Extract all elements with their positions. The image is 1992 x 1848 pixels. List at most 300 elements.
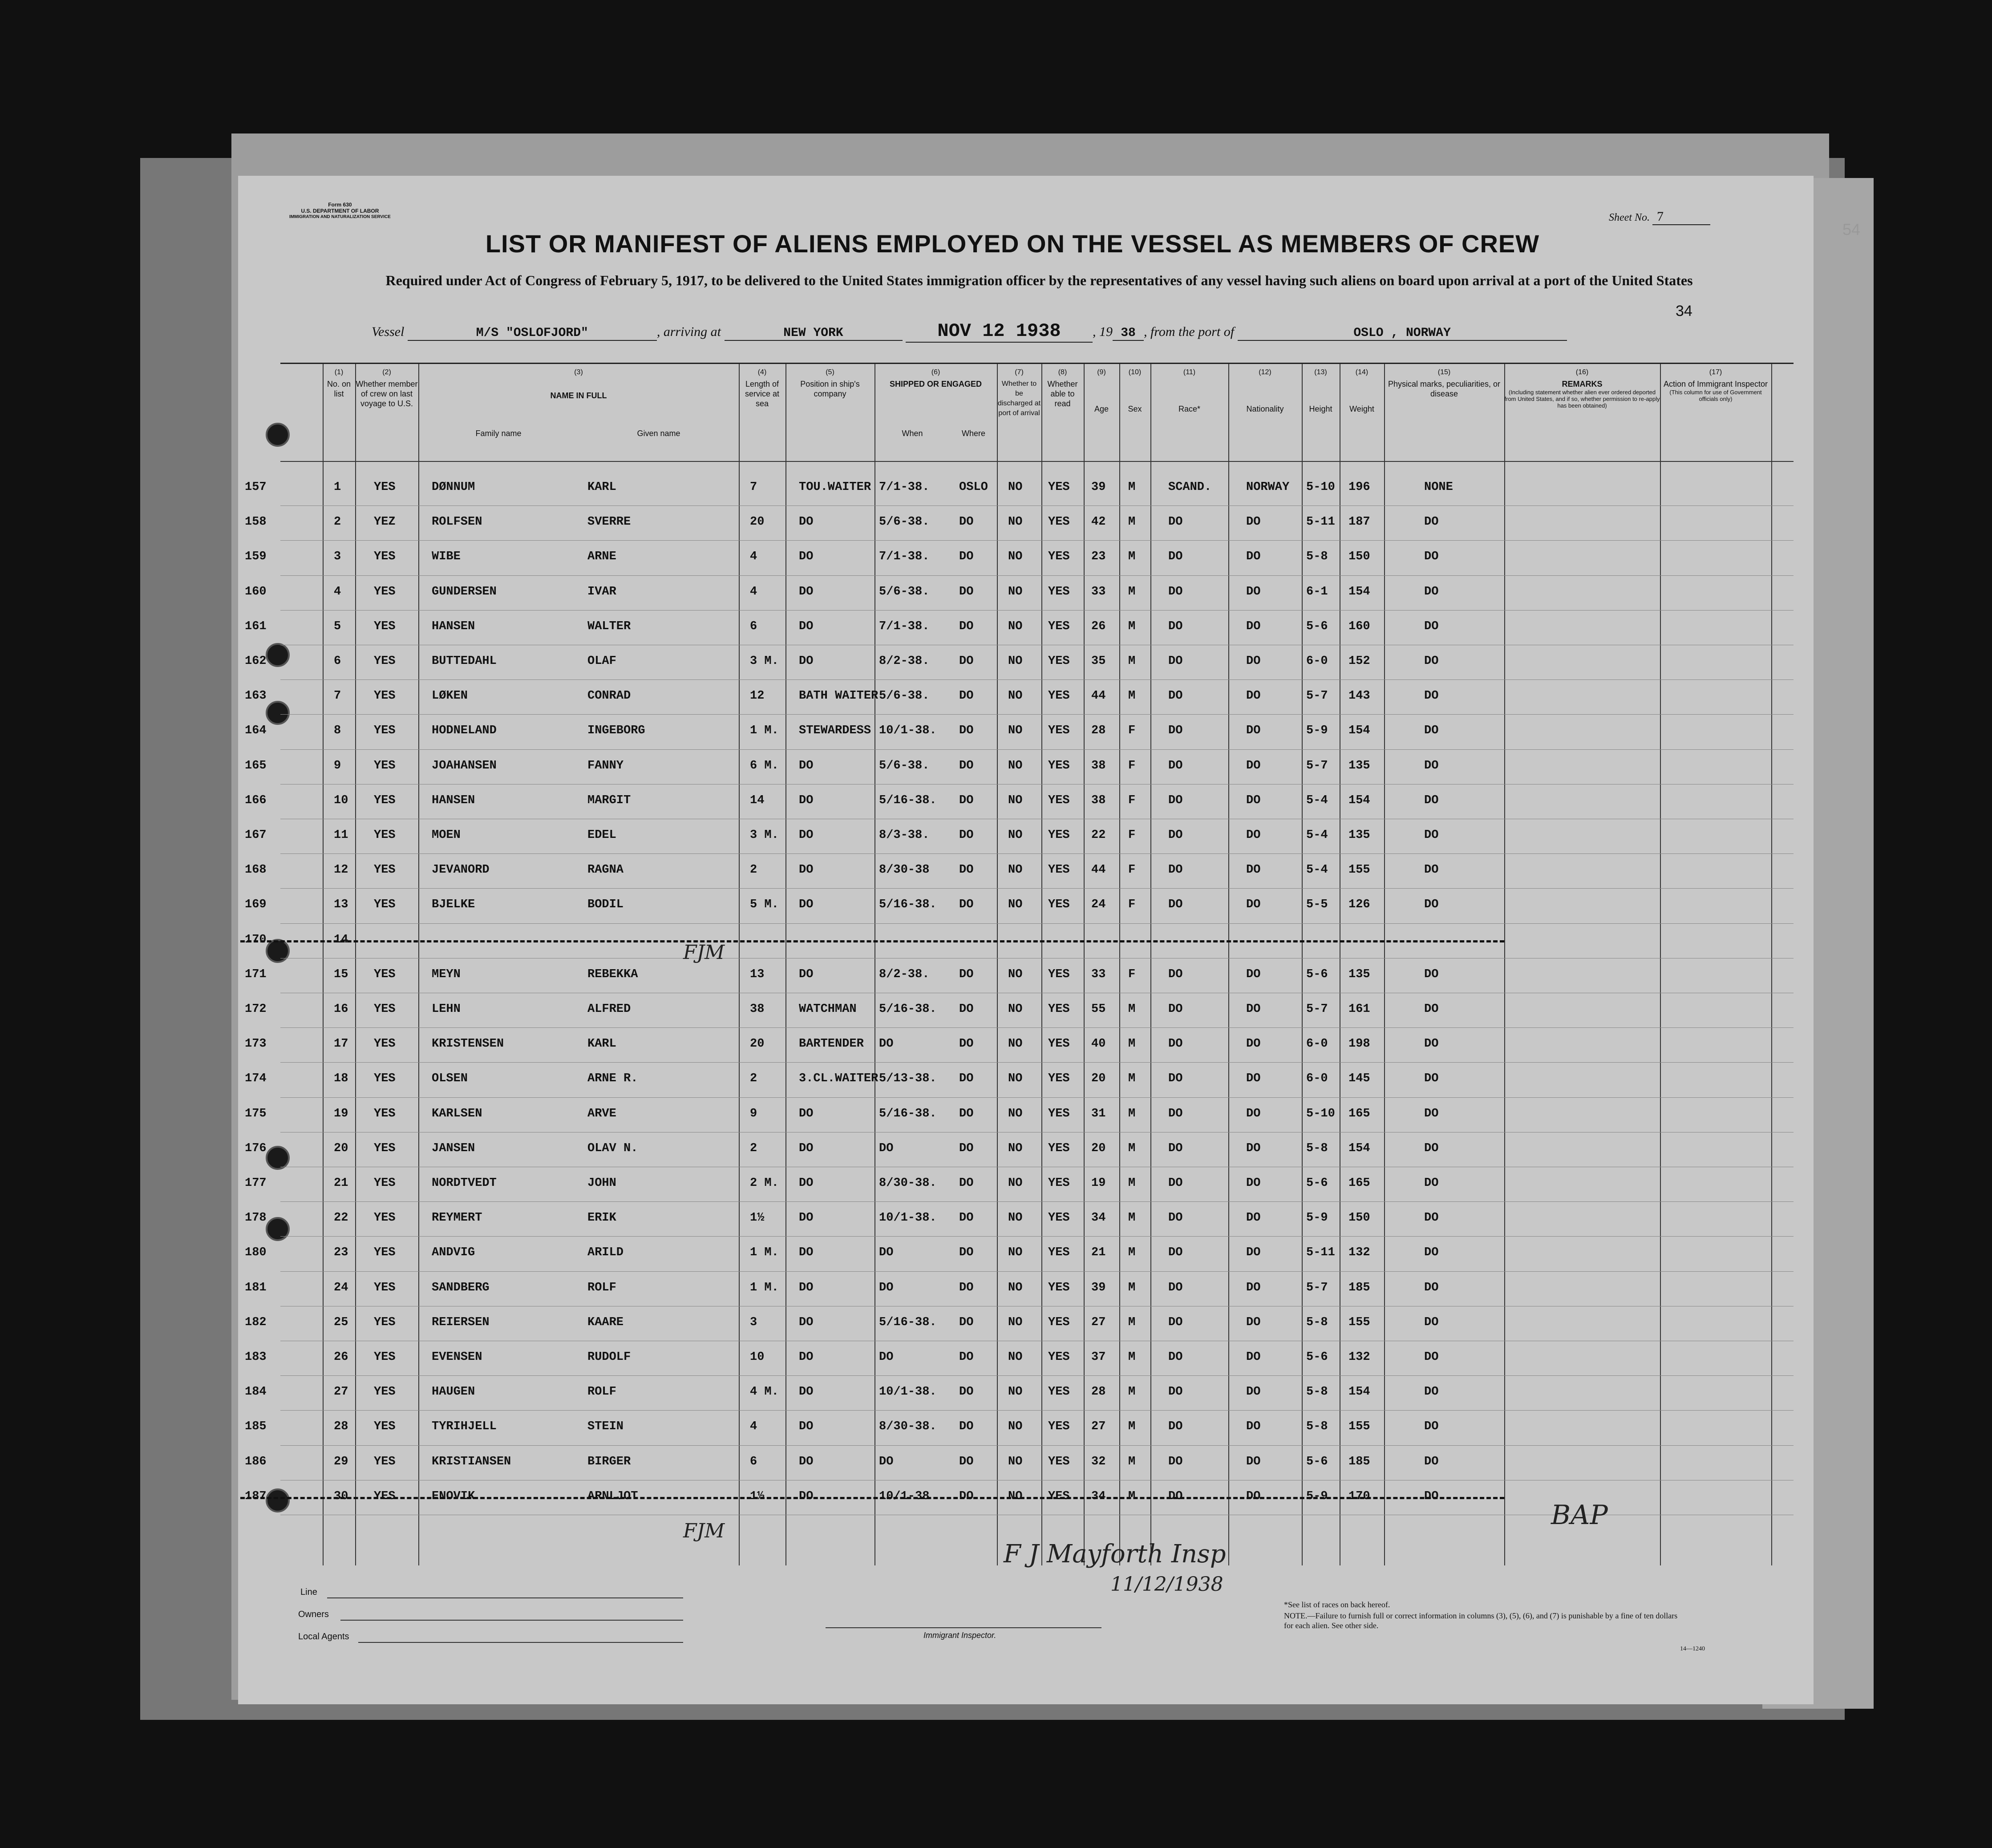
discharge-cell: NO xyxy=(1008,1351,1023,1364)
sex-cell: M xyxy=(1128,1455,1136,1468)
shipped-where-cell: DO xyxy=(959,1107,974,1120)
owners-label: Owners xyxy=(298,1609,329,1619)
position-cell: DO xyxy=(799,967,814,981)
able-to-read-cell: YES xyxy=(1048,759,1070,772)
discharge-cell: NO xyxy=(1008,689,1023,703)
list-number-cell: 19 xyxy=(334,1107,348,1120)
discharge-cell: NO xyxy=(1008,1281,1023,1294)
age-cell: 21 xyxy=(1091,1246,1106,1260)
service-length-cell: 1 M. xyxy=(750,1281,779,1294)
weight-cell: 154 xyxy=(1348,585,1370,598)
race-cell: DO xyxy=(1168,1489,1183,1503)
shipped-where-cell: DO xyxy=(959,967,974,981)
family-name-cell: JEVANORD xyxy=(432,863,490,877)
age-cell: 33 xyxy=(1091,967,1106,981)
given-name-cell: KARL xyxy=(587,481,616,494)
page-number-cell: 165 xyxy=(245,759,267,772)
sex-cell: M xyxy=(1128,515,1136,529)
position-cell: DO xyxy=(799,1177,814,1190)
table-row xyxy=(245,819,1794,853)
physical-marks-cell: DO xyxy=(1424,1455,1439,1468)
height-cell: 6-0 xyxy=(1306,1037,1328,1051)
last-voyage-cell: YES xyxy=(374,1281,396,1294)
given-name-cell: ROLF xyxy=(587,1281,616,1294)
age-cell: 42 xyxy=(1091,515,1106,529)
service-length-cell: 5 M. xyxy=(750,898,779,912)
discharge-cell: NO xyxy=(1008,724,1023,738)
height-cell: 5-7 xyxy=(1306,1003,1328,1016)
page-number-cell: 175 xyxy=(245,1107,267,1120)
physical-marks-cell: DO xyxy=(1424,1177,1439,1190)
discharge-cell: NO xyxy=(1008,585,1023,598)
page-number-cell: 185 xyxy=(245,1420,267,1434)
table-row xyxy=(245,1062,1794,1097)
family-name-cell: TYRIHJELL xyxy=(432,1420,497,1434)
given-name-cell: FANNY xyxy=(587,759,624,772)
age-cell: 38 xyxy=(1091,759,1106,772)
list-number-cell: 14 xyxy=(334,933,348,946)
race-cell: DO xyxy=(1168,1177,1183,1190)
age-cell: 35 xyxy=(1091,655,1106,668)
last-voyage-cell: YES xyxy=(374,967,396,981)
list-number-cell: 3 xyxy=(334,550,341,564)
sex-cell: M xyxy=(1128,1037,1136,1051)
given-name-cell: STEIN xyxy=(587,1420,624,1434)
family-name-cell: HANSEN xyxy=(432,619,475,633)
table-row xyxy=(245,923,1794,958)
shipped-when-cell: 10/1-38. xyxy=(879,1385,937,1399)
physical-marks-cell: DO xyxy=(1424,1141,1439,1155)
physical-marks-cell: DO xyxy=(1424,1246,1439,1260)
list-number-cell: 17 xyxy=(334,1037,348,1051)
physical-marks-cell: DO xyxy=(1424,550,1439,564)
service-length-cell: 4 xyxy=(750,550,757,564)
sex-cell: M xyxy=(1128,1489,1136,1503)
service-length-cell: 3 xyxy=(750,1315,757,1329)
given-name-cell: OLAV N. xyxy=(587,1141,638,1155)
given-name-cell: RUDOLF xyxy=(587,1351,631,1364)
age-cell: 44 xyxy=(1091,689,1106,703)
table-row xyxy=(245,645,1794,679)
race-cell: DO xyxy=(1168,1003,1183,1016)
last-voyage-cell: YES xyxy=(374,550,396,564)
height-cell: 5-6 xyxy=(1306,619,1328,633)
last-voyage-cell: YES xyxy=(374,759,396,772)
header-when: When xyxy=(902,429,923,438)
family-name-cell: REYMERT xyxy=(432,1211,482,1225)
able-to-read-cell: YES xyxy=(1048,1351,1070,1364)
age-cell: 32 xyxy=(1091,1455,1106,1468)
family-name-cell: DØNNUM xyxy=(432,481,475,494)
able-to-read-cell: YES xyxy=(1048,967,1070,981)
weight-cell: 126 xyxy=(1348,898,1370,912)
race-cell: DO xyxy=(1168,1351,1183,1364)
nationality-cell: DO xyxy=(1246,863,1261,877)
physical-marks-cell: DO xyxy=(1424,724,1439,738)
race-cell: DO xyxy=(1168,1281,1183,1294)
last-voyage-cell: YES xyxy=(374,898,396,912)
list-number-cell: 26 xyxy=(334,1351,348,1364)
sex-cell: M xyxy=(1128,550,1136,564)
sex-cell: M xyxy=(1128,1003,1136,1016)
page-number-cell: 182 xyxy=(245,1315,267,1329)
family-name-cell: KRISTIANSEN xyxy=(432,1455,511,1468)
weight-cell: 132 xyxy=(1348,1351,1370,1364)
shipped-when-cell: 5/16-38. xyxy=(879,793,937,807)
service-length-cell: 4 xyxy=(750,1420,757,1434)
race-cell: DO xyxy=(1168,759,1183,772)
height-cell: 5-4 xyxy=(1306,793,1328,807)
sheet-number-label: Sheet No. xyxy=(1609,212,1650,223)
able-to-read-cell: YES xyxy=(1048,585,1070,598)
height-cell: 6-0 xyxy=(1306,655,1328,668)
able-to-read-cell: YES xyxy=(1048,1420,1070,1434)
service-length-cell: 20 xyxy=(750,515,765,529)
service-length-cell: 9 xyxy=(750,1107,757,1120)
family-name-cell: KARLSEN xyxy=(432,1107,482,1120)
table-row xyxy=(245,610,1794,645)
shipped-when-cell: 5/16-38. xyxy=(879,1107,937,1120)
position-cell: DO xyxy=(799,1420,814,1434)
sex-cell: F xyxy=(1128,967,1136,981)
shipped-where-cell: DO xyxy=(959,1246,974,1260)
able-to-read-cell: YES xyxy=(1048,1315,1070,1329)
sex-cell: M xyxy=(1128,619,1136,633)
shipped-when-cell: 7/1-38. xyxy=(879,481,930,494)
height-cell: 5-7 xyxy=(1306,689,1328,703)
form-header xyxy=(289,202,391,220)
height-cell: 5-4 xyxy=(1306,863,1328,877)
page-subtitle: Required under Act of Congress of February 5, 1917, to be delivered to the United States immigration officer by the representatives of any vessel having such aliens on board upon arrival at a port of the United States xyxy=(385,272,1693,288)
shipped-where-cell: DO xyxy=(959,689,974,703)
family-name-cell: ENOVIK xyxy=(432,1489,475,1503)
last-voyage-cell: YES xyxy=(374,863,396,877)
weight-cell: 135 xyxy=(1348,967,1370,981)
header-inspector-action: (17) Action of Immigrant Inspector (This column for use of Government officials only) xyxy=(1663,368,1768,402)
physical-marks-cell: DO xyxy=(1424,1037,1439,1051)
page-number-cell: 174 xyxy=(245,1072,267,1086)
handwritten-remark: BAP xyxy=(1551,1500,1608,1531)
given-name-cell: KAARE xyxy=(587,1315,624,1329)
age-cell: 37 xyxy=(1091,1351,1106,1364)
table-row xyxy=(245,1027,1794,1062)
vessel-name: M/S "OSLOFJORD" xyxy=(408,326,657,341)
position-cell: WATCHMAN xyxy=(799,1003,857,1016)
sex-cell: M xyxy=(1128,1385,1136,1399)
physical-marks-cell: DO xyxy=(1424,585,1439,598)
position-cell: DO xyxy=(799,585,814,598)
given-name-cell: CONRAD xyxy=(587,689,631,703)
position-cell: DO xyxy=(799,898,814,912)
given-name-cell: ARILD xyxy=(587,1246,624,1260)
table-row xyxy=(245,1341,1794,1375)
able-to-read-cell: YES xyxy=(1048,1489,1070,1503)
nationality-cell: DO xyxy=(1246,585,1261,598)
last-voyage-cell: YES xyxy=(374,1246,396,1260)
shipped-where-cell: DO xyxy=(959,550,974,564)
list-number-cell: 2 xyxy=(334,515,341,529)
age-cell: 24 xyxy=(1091,898,1106,912)
age-cell: 20 xyxy=(1091,1141,1106,1155)
service-length-cell: 2 xyxy=(750,1141,757,1155)
family-name-cell: WIBE xyxy=(432,550,461,564)
form-number: Form 630 xyxy=(328,202,352,208)
able-to-read-cell: YES xyxy=(1048,1003,1070,1016)
list-number-cell: 12 xyxy=(334,863,348,877)
discharge-cell: NO xyxy=(1008,1211,1023,1225)
physical-marks-cell: DO xyxy=(1424,1385,1439,1399)
race-cell: DO xyxy=(1168,1455,1183,1468)
weight-cell: 152 xyxy=(1348,655,1370,668)
family-name-cell: HANSEN xyxy=(432,793,475,807)
list-number-cell: 28 xyxy=(334,1420,348,1434)
table-row xyxy=(245,471,1794,505)
shipped-where-cell: DO xyxy=(959,759,974,772)
table-row xyxy=(245,1167,1794,1201)
sex-cell: M xyxy=(1128,1107,1136,1120)
race-cell: DO xyxy=(1168,550,1183,564)
service-length-cell: 10 xyxy=(750,1351,765,1364)
sex-cell: F xyxy=(1128,863,1136,877)
list-number-cell: 1 xyxy=(334,481,341,494)
shipped-where-cell: DO xyxy=(959,793,974,807)
shipped-where-cell: DO xyxy=(959,1037,974,1051)
sex-cell: M xyxy=(1128,1281,1136,1294)
height-cell: 5-6 xyxy=(1306,1351,1328,1364)
signature-date: 11/12/1938 xyxy=(1110,1573,1223,1596)
given-name-cell: ARNE xyxy=(587,550,616,564)
last-voyage-cell: YES xyxy=(374,585,396,598)
discharge-cell: NO xyxy=(1008,829,1023,842)
given-name-cell: BIRGER xyxy=(587,1455,631,1468)
shipped-when-cell: 5/13-38. xyxy=(879,1072,937,1086)
position-cell: STEWARDESS xyxy=(799,724,871,738)
page-title: LIST OR MANIFEST OF ALIENS EMPLOYED ON THE VESSEL AS MEMBERS OF CREW xyxy=(485,230,1540,258)
page-number-cell: 162 xyxy=(245,655,267,668)
shipped-when-cell: 5/16-38. xyxy=(879,1003,937,1016)
nationality-cell: DO xyxy=(1246,1037,1261,1051)
service-length-cell: 4 M. xyxy=(750,1385,779,1399)
shipped-when-cell: 10/1-38 xyxy=(879,1489,930,1503)
family-name-cell: HODNELAND xyxy=(432,724,497,738)
sex-cell: M xyxy=(1128,1177,1136,1190)
service-length-cell: 6 xyxy=(750,1455,757,1468)
table-row xyxy=(245,505,1794,540)
family-name-cell: REIERSEN xyxy=(432,1315,490,1329)
given-name-cell: RAGNA xyxy=(587,863,624,877)
shipped-where-cell: DO xyxy=(959,585,974,598)
able-to-read-cell: YES xyxy=(1048,1107,1070,1120)
last-voyage-cell: YES xyxy=(374,689,396,703)
race-cell: DO xyxy=(1168,655,1183,668)
service-length-cell: 1½ xyxy=(750,1211,765,1225)
shipped-where-cell: DO xyxy=(959,515,974,529)
table-row xyxy=(245,1132,1794,1167)
discharge-cell: NO xyxy=(1008,1107,1023,1120)
shipped-where-cell: DO xyxy=(959,829,974,842)
age-cell: 27 xyxy=(1091,1420,1106,1434)
shipped-where-cell: DO xyxy=(959,1489,974,1503)
family-name-cell: SANDBERG xyxy=(432,1281,490,1294)
shipped-where-cell: DO xyxy=(959,724,974,738)
local-agents-label: Local Agents xyxy=(298,1632,349,1642)
family-name-cell: LØKEN xyxy=(432,689,468,703)
discharge-cell: NO xyxy=(1008,1489,1023,1503)
race-cell: DO xyxy=(1168,1072,1183,1086)
discharge-cell: NO xyxy=(1008,759,1023,772)
list-number-cell: 8 xyxy=(334,724,341,738)
sex-cell: F xyxy=(1128,793,1136,807)
weight-cell: 196 xyxy=(1348,481,1370,494)
service-length-cell: 13 xyxy=(750,967,765,981)
physical-marks-cell: DO xyxy=(1424,619,1439,633)
physical-marks-cell: NONE xyxy=(1424,481,1453,494)
nationality-cell: DO xyxy=(1246,1385,1261,1399)
position-cell: DO xyxy=(799,1141,814,1155)
shipped-where-cell: DO xyxy=(959,1003,974,1016)
physical-marks-cell: DO xyxy=(1424,793,1439,807)
header-last-voyage: (2) Whether member of crew on last voyage to U.S. xyxy=(356,368,418,408)
position-cell: DO xyxy=(799,1246,814,1260)
weight-cell: 198 xyxy=(1348,1037,1370,1051)
race-cell: DO xyxy=(1168,515,1183,529)
discharge-cell: NO xyxy=(1008,1455,1023,1468)
service-length-cell: 1 M. xyxy=(750,724,779,738)
given-name-cell: INGEBORG xyxy=(587,724,645,738)
age-cell: 26 xyxy=(1091,619,1106,633)
last-voyage-cell: YES xyxy=(374,1037,396,1051)
table-row xyxy=(245,888,1794,923)
physical-marks-cell: DO xyxy=(1424,1107,1439,1120)
table-row xyxy=(245,1445,1794,1480)
position-cell: DO xyxy=(799,1489,814,1503)
shipped-when-cell: 8/30-38. xyxy=(879,1177,937,1190)
shipped-when-cell: 5/16-38. xyxy=(879,1315,937,1329)
service-length-cell: 2 xyxy=(750,1072,757,1086)
list-number-cell: 23 xyxy=(334,1246,348,1260)
list-number-cell: 11 xyxy=(334,829,348,842)
last-voyage-cell: YES xyxy=(374,1315,396,1329)
weight-cell: 185 xyxy=(1348,1281,1370,1294)
service-length-cell: 1 M. xyxy=(750,1246,779,1260)
handwritten-initials: FJM xyxy=(683,941,725,964)
discharge-cell: NO xyxy=(1008,550,1023,564)
position-cell: DO xyxy=(799,550,814,564)
header-length-of-service: (4) Length of service at sea xyxy=(745,368,780,408)
given-name-cell: ALFRED xyxy=(587,1003,631,1016)
date-stamp: NOV 12 1938 xyxy=(906,320,1093,343)
service-length-cell: 14 xyxy=(750,793,765,807)
list-number-cell: 7 xyxy=(334,689,341,703)
discharge-cell: NO xyxy=(1008,1177,1023,1190)
height-cell: 5-8 xyxy=(1306,1141,1328,1155)
physical-marks-cell: DO xyxy=(1424,1489,1439,1503)
service-length-cell: 6 M. xyxy=(750,759,779,772)
nationality-cell: DO xyxy=(1246,1420,1261,1434)
nationality-cell: NORWAY xyxy=(1246,481,1290,494)
list-number-cell: 24 xyxy=(334,1281,348,1294)
physical-marks-cell: DO xyxy=(1424,898,1439,912)
list-number-cell: 21 xyxy=(334,1177,348,1190)
header-age: (9) Age xyxy=(1094,368,1109,413)
shipped-when-cell: DO xyxy=(879,1037,894,1051)
race-cell: DO xyxy=(1168,1037,1183,1051)
family-name-cell: JOAHANSEN xyxy=(432,759,497,772)
height-cell: 5-6 xyxy=(1306,967,1328,981)
height-cell: 5-8 xyxy=(1306,1420,1328,1434)
last-voyage-cell: YES xyxy=(374,1141,396,1155)
shipped-where-cell: OSLO xyxy=(959,481,988,494)
header-where: Where xyxy=(961,429,985,438)
physical-marks-cell: DO xyxy=(1424,1315,1439,1329)
discharge-cell: NO xyxy=(1008,655,1023,668)
discharge-cell: NO xyxy=(1008,898,1023,912)
shipped-when-cell: DO xyxy=(879,1141,894,1155)
given-name-cell: ARNLJOT xyxy=(587,1489,638,1503)
height-cell: 5-8 xyxy=(1306,550,1328,564)
table-row xyxy=(245,1410,1794,1445)
list-number-cell: 4 xyxy=(334,585,341,598)
nationality-cell: DO xyxy=(1246,1141,1261,1155)
table-row xyxy=(245,714,1794,749)
given-name-cell: JOHN xyxy=(587,1177,616,1190)
given-name-cell: ERIK xyxy=(587,1211,616,1225)
service-length-cell: 2 M. xyxy=(750,1177,779,1190)
table-row xyxy=(245,1375,1794,1410)
height-cell: 5-8 xyxy=(1306,1315,1328,1329)
weight-cell: 143 xyxy=(1348,689,1370,703)
shipped-where-cell: DO xyxy=(959,1455,974,1468)
shipped-where-cell: DO xyxy=(959,1315,974,1329)
able-to-read-cell: YES xyxy=(1048,793,1070,807)
family-name-cell: BUTTEDAHL xyxy=(432,655,497,668)
form-code: 14—1240 xyxy=(1680,1646,1705,1652)
given-name-cell: ROLF xyxy=(587,1385,616,1399)
table-row xyxy=(245,853,1794,888)
family-name-cell: ROLFSEN xyxy=(432,515,482,529)
able-to-read-cell: YES xyxy=(1048,1037,1070,1051)
sex-cell: M xyxy=(1128,655,1136,668)
age-cell: 28 xyxy=(1091,724,1106,738)
sex-cell: M xyxy=(1128,481,1136,494)
race-cell: DO xyxy=(1168,1420,1183,1434)
weight-cell: 154 xyxy=(1348,724,1370,738)
page-number-cell: 157 xyxy=(245,481,267,494)
sex-cell: M xyxy=(1128,1141,1136,1155)
discharge-cell: NO xyxy=(1008,1385,1023,1399)
able-to-read-cell: YES xyxy=(1048,689,1070,703)
race-cell: DO xyxy=(1168,967,1183,981)
header-nationality: (12) Nationality xyxy=(1246,368,1284,413)
immigrant-inspector-label: Immigrant Inspector. xyxy=(923,1631,996,1640)
weight-cell: 150 xyxy=(1348,1211,1370,1225)
page-number-cell: 184 xyxy=(245,1385,267,1399)
height-cell: 5-6 xyxy=(1306,1455,1328,1468)
arriving-label: , arriving at xyxy=(656,324,721,339)
last-voyage-cell: YES xyxy=(374,1072,396,1086)
strike-through-line xyxy=(240,940,1504,942)
race-cell: DO xyxy=(1168,1385,1183,1399)
family-name-cell: ANDVIG xyxy=(432,1246,475,1260)
physical-marks-cell: DO xyxy=(1424,1072,1439,1086)
last-voyage-cell: YES xyxy=(374,1177,396,1190)
header-race: (11) Race* xyxy=(1178,368,1201,413)
nationality-cell: DO xyxy=(1246,689,1261,703)
shipped-when-cell: 5/16-38. xyxy=(879,898,937,912)
page-number-cell: 181 xyxy=(245,1281,267,1294)
age-cell: 20 xyxy=(1091,1072,1106,1086)
header-height: (13) Height xyxy=(1309,368,1332,413)
